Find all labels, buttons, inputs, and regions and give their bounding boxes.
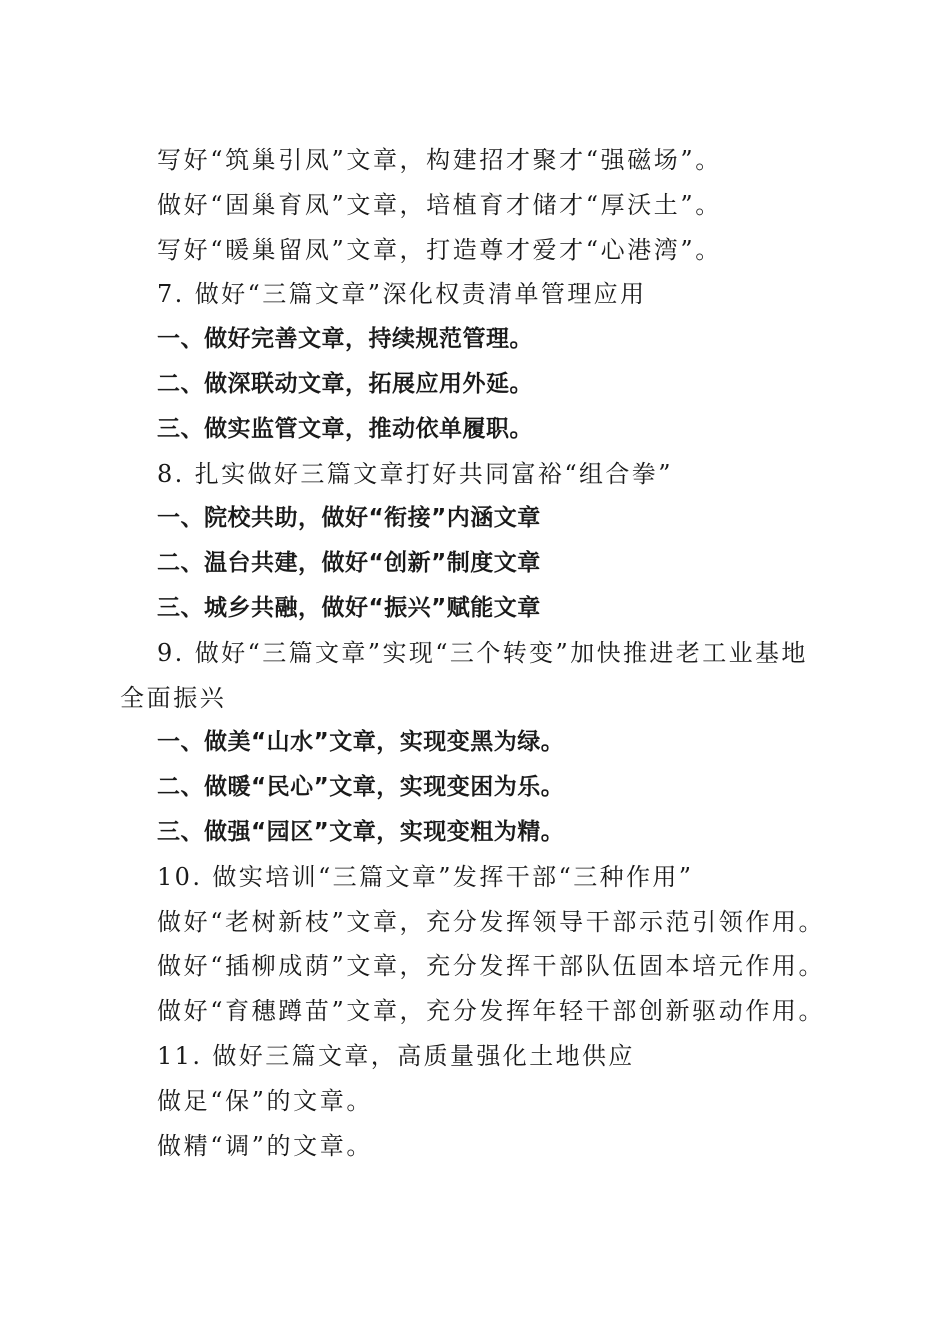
paragraph-line: 做精“调”的文章。 [157,1131,373,1160]
paragraph-line: 做好“老树新枝”文章，充分发挥领导干部示范引领作用。 [157,907,826,936]
section-heading: 10. 做实培训“三篇文章”发挥干部“三种作用” [157,862,694,891]
bold-subheading: 一、做好完善文章，持续规范管理。 [157,326,533,353]
document-page [0,138,950,1168]
section-heading-continuation: 全面振兴 [120,683,227,712]
section-heading: 11. 做好三篇文章，高质量强化土地供应 [157,1041,635,1070]
bold-subheading: 二、做暖“民心”文章，实现变困为乐。 [157,774,565,801]
bold-subheading: 二、温台共建，做好“创新”制度文章 [157,550,541,577]
bold-subheading: 三、做强“园区”文章，实现变粗为精。 [157,818,565,845]
bold-subheading: 二、做深联动文章，拓展应用外延。 [157,370,533,397]
section-heading: 8. 扎实做好三篇文章打好共同富裕“组合拳” [157,459,673,488]
bold-subheading: 三、城乡共融，做好“振兴”赋能文章 [157,594,541,621]
bold-subheading: 三、做实监管文章，推动依单履职。 [157,415,533,442]
paragraph-line: 做好“插柳成荫”文章，充分发挥干部队伍固本培元作用。 [157,952,826,981]
paragraph-line: 写好“筑巢引凤”文章，构建招才聚才“强磁场”。 [157,146,722,174]
paragraph-line: 做足“保”的文章。 [157,1086,373,1115]
bold-subheading: 一、院校共助，做好“衔接”内涵文章 [157,505,541,532]
paragraph-line: 做好“固巢育凤”文章，培植育才储才“厚沃土”。 [157,190,722,219]
bold-subheading: 一、做美“山水”文章，实现变黑为绿。 [157,729,565,756]
paragraph-line: 做好“育穗蹲苗”文章，充分发挥年轻干部创新驱动作用。 [157,997,826,1026]
paragraph-line: 写好“暖巢留凤”文章，打造尊才爱才“心港湾”。 [157,235,722,264]
section-heading: 9. 做好“三篇文章”实现“三个转变”加快推进老工业基地 [157,638,808,667]
section-heading: 7. 做好“三篇文章”深化权责清单管理应用 [157,280,647,309]
